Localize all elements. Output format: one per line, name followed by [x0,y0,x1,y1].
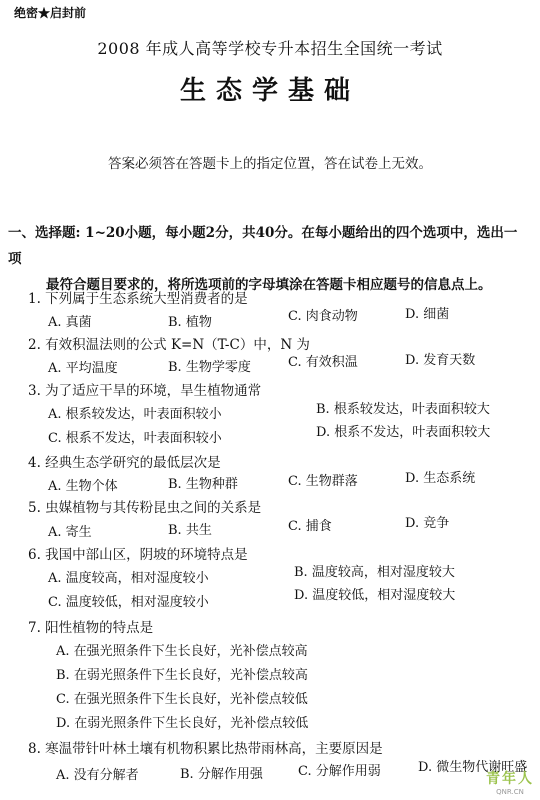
subject-title: 生态学基础 [179,76,360,106]
section-line-2: 最符合题目要求的，将所选项前的字母填涂在答题卡相应题号的信息点上。 [46,277,492,293]
option-d: D. 根系不发达，叶表面积较大 [316,425,491,440]
option-c: C. 生物群落 [288,474,358,489]
question-stem: 7. 阳性植物的特点是 [28,620,154,636]
question-stem: 5. 虫媒植物与其传粉昆虫之间的关系是 [28,500,262,516]
option-b: B. 根系较发达，叶表面积较大 [316,402,490,417]
option-b: B. 在弱光照条件下生长良好，光补偿点较高 [56,668,308,683]
option-a: A. 根系较发达，叶表面积较小 [48,407,222,422]
exam-notice: 答案必须答在答题卡上的指定位置，答在试卷上无效。 [108,156,432,172]
option-d: D. 微生物代谢旺盛 [418,760,528,775]
option-b: B. 生物种群 [168,477,238,492]
question-stem: 6. 我国中部山区，阴坡的环境特点是 [28,547,248,563]
question-stem: 2. 有效积温法则的公式 K=N（T-C）中，N 为 [28,337,310,353]
option-c: C. 捕食 [288,519,332,534]
site-watermark [486,768,534,796]
option-a: A. 平均温度 [48,361,118,376]
option-d: D. 发育天数 [405,353,476,368]
option-c: C. 肉食动物 [288,309,358,324]
option-a: A. 温度较高，相对湿度较小 [48,571,209,586]
option-b: B. 生物学零度 [168,360,251,375]
option-b: B. 植物 [168,315,212,330]
option-d: D. 竞争 [405,516,450,531]
secret-mark: 绝密★启封前 [14,6,87,20]
option-d: D. 细菌 [405,307,450,322]
option-a: A. 在强光照条件下生长良好，光补偿点较高 [56,644,308,659]
option-a: A. 真菌 [48,315,92,330]
question-stem: 3. 为了适应干旱的环境，旱生植物通常 [28,383,262,399]
watermark-text: 青年人 [486,771,534,787]
option-b: B. 分解作用强 [180,767,263,782]
option-c: C. 有效积温 [288,355,358,370]
option-c: C. 温度较低，相对湿度较小 [48,595,209,610]
question-stem: 8. 寒温带针叶林土壤有机物积累比热带雨林高，主要原因是 [28,741,383,757]
option-d: D. 温度较低，相对湿度较大 [294,588,456,603]
option-a: A. 生物个体 [48,479,118,494]
option-d: D. 生态系统 [405,471,476,486]
question-stem: 4. 经典生态学研究的最低层次是 [28,455,221,471]
watermark-url: QNR.CN [496,788,524,796]
option-a: A. 没有分解者 [56,768,139,783]
option-a: A. 寄生 [48,525,92,540]
option-c: C. 分解作用弱 [298,764,381,779]
section-line-1: 一、选择题: 1~20小题，每小题2分，共40分。在每小题给出的四个选项中，选出一项 [8,225,518,267]
option-c: C. 根系不发达，叶表面积较小 [48,431,222,446]
option-d: D. 在弱光照条件下生长良好，光补偿点较低 [56,716,309,731]
option-c: C. 在强光照条件下生长良好，光补偿点较低 [56,692,308,707]
option-b: B. 共生 [168,523,212,538]
option-b: B. 温度较高，相对湿度较大 [294,565,455,580]
exam-title: 2008 年成人高等学校专升本招生全国统一考试 [97,39,443,58]
question-stem: 1. 下列属于生态系统大型消费者的是 [28,291,248,307]
